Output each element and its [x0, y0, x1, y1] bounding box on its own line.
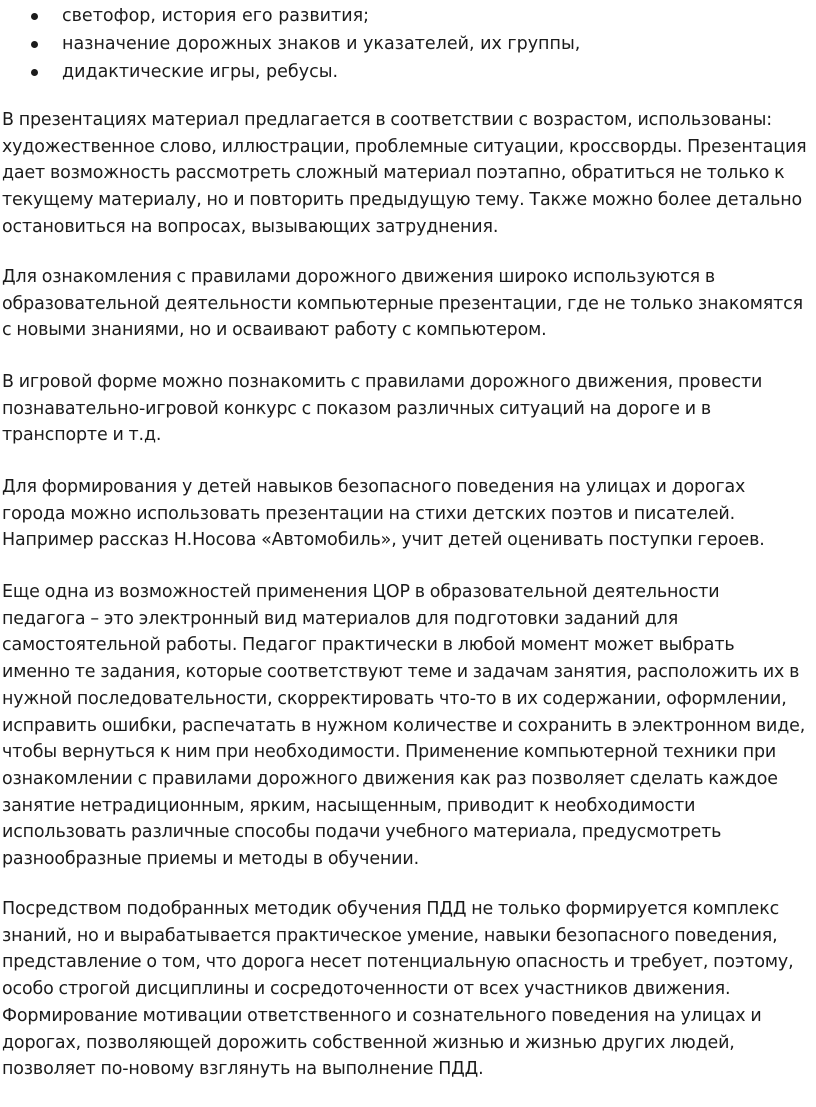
text-line: В игровой форме можно познакомить с правилами дорожного движения, провести: [2, 372, 763, 392]
text-line: города можно использовать презентации на стихи детских поэтов и писателей.: [2, 503, 736, 524]
text-line: исправить ошибки, распечатать в нужном количестве и сохранить в электронном виде,: [2, 715, 806, 736]
text-line: Формирование мотивации ответственного и сознательного поведения на улицах и: [2, 1005, 762, 1026]
text-line: позволяет по-новому взглянуть на выполнение ПДД.: [2, 1059, 484, 1080]
text-line: с новыми знаниями, но и осваивают работу с компьютером.: [2, 320, 547, 341]
text-line: занятие нетрадиционным, ярким, насыщенным, приводит к необходимости: [2, 795, 696, 816]
bullet-item: [0, 58, 816, 86]
paragraph-digital-resources: [2, 579, 814, 873]
bullet-text: назначение дорожных знаков и указателей, их группы,: [62, 34, 581, 54]
text-line: В презентациях материал предлагается в соответствии с возрастом, использованы:: [2, 110, 773, 130]
text-line: самостоятельной работы. Педагог практически в любой момент может выбрать: [2, 635, 735, 656]
text-line: текущему материалу, но и повторить предыдущую тему. Также можно более детально: [2, 190, 803, 211]
text-line: педагога – это электронный вид материалов для подготовки заданий для: [2, 608, 679, 629]
text-line: познавательно-игровой конкурс с показом различных ситуаций на дороге и в: [2, 398, 712, 419]
bullet-item: [0, 2, 816, 30]
bullet-list: [0, 2, 816, 86]
paragraph-safe-behavior: [2, 474, 814, 554]
text-line: представление о том, что дорога несет потенциальную опасность и требует, поэтому,: [2, 952, 794, 973]
text-line: Например рассказ Н.Носова «Автомобиль», учит детей оценивать поступки героев.: [2, 530, 765, 551]
bullet-dot-icon: [31, 69, 38, 76]
bullet-text: светофор, история его развития;: [62, 6, 370, 26]
text-line: использовать различные способы подачи учебного материала, предусмотреть: [2, 822, 722, 843]
text-line: особо строгой дисциплины и сосредоточенности от всех участников движения.: [2, 979, 731, 1000]
text-line: разнообразные приемы и методы в обучении.: [2, 849, 419, 870]
text-line: чтобы вернуться к ним при необходимости. Применение компьютерной техники при: [2, 742, 777, 763]
text-line: знаний, но и вырабатывается практическое умение, навыки безопасного поведения,: [2, 925, 778, 946]
paragraph-computer-presentations: [2, 264, 814, 344]
text-line: нужной последовательности, скорректировать что-то в их содержании, оформлении,: [2, 688, 787, 709]
text-line: ознакомлении с правилами дорожного движения как раз позволяет сделать каждое: [2, 768, 778, 789]
text-line: Еще одна из возможностей применения ЦОР в образовательной деятельности: [2, 582, 720, 602]
text-line: дорогах, позволяющей дорожить собственной жизнью и жизнью других людей,: [2, 1032, 735, 1053]
text-line: остановиться на вопросах, вызывающих затруднения.: [2, 216, 499, 237]
paragraph-presentations: [2, 107, 814, 241]
text-line: Для формирования у детей навыков безопасного поведения на улицах и дорогах: [2, 477, 746, 497]
text-line: художественное слово, иллюстрации, проблемные ситуации, кроссворды. Презентация: [2, 136, 807, 157]
text-line: транспорте и т.д.: [2, 425, 162, 446]
text-line: Посредством подобранных методик обучения ПДД не только формируется комплекс: [2, 899, 780, 919]
bullet-dot-icon: [31, 41, 38, 48]
text-line: Для ознакомления с правилами дорожного движения широко используются в: [2, 267, 716, 287]
paragraph-pdd-methods: [2, 896, 814, 1083]
bullet-dot-icon: [31, 13, 38, 20]
text-line: образовательной деятельности компьютерные презентации, где не только знакомятся: [2, 293, 803, 314]
paragraph-game-form: [2, 369, 814, 449]
text-line: именно те задания, которые соответствуют теме и задачам занятия, расположить их в: [2, 662, 800, 683]
text-line: дает возможность рассмотреть сложный материал поэтапно, обратиться не только к: [2, 163, 785, 184]
bullet-text: дидактические игры, ребусы.: [62, 62, 339, 82]
bullet-item: [0, 30, 816, 58]
